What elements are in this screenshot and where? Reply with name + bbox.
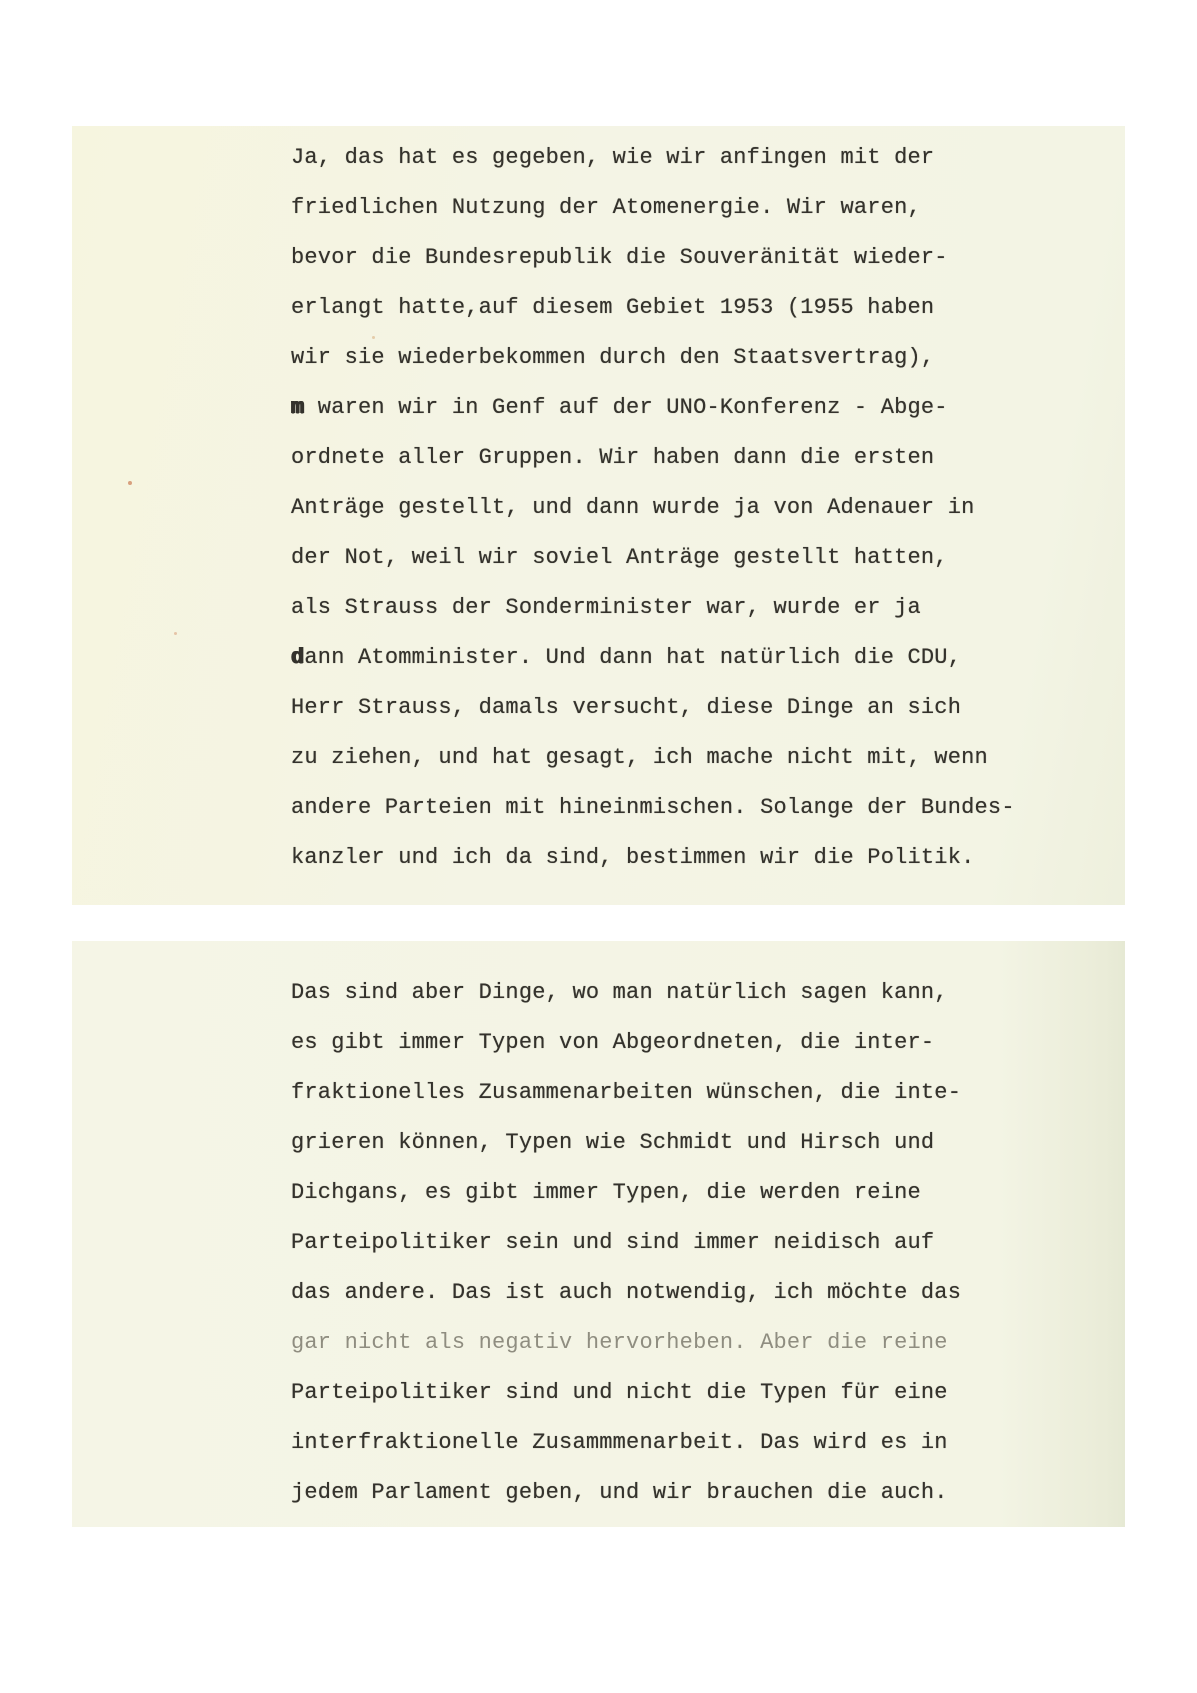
text-line: interfraktionelle Zusammmenarbeit. Das wird es in [291,1430,948,1455]
text-line: das andere. Das ist auch notwendig, ich möchte das [291,1280,962,1305]
text-line: Ja, das hat es gegeben, wie wir anfingen mit der [291,145,935,170]
text-line: Dichgans, es gibt immer Typen, die werden reine [291,1180,921,1205]
text-line: gar nicht als negativ hervorheben. Aber die reine [291,1330,948,1355]
text-line: wir sie wiederbekommen durch den Staatsvertrag), [291,345,935,370]
text-line: zu ziehen, und hat gesagt, ich mache nicht mit, wenn [291,745,988,770]
text-line: jedem Parlament geben, und wir brauchen die auch. [291,1480,948,1505]
text-line: bevor die Bundesrepublik die Souveränität wieder- [291,245,948,270]
text-line: andere Parteien mit hineinmischen. Solange der Bundes- [291,795,1015,820]
text-line: Herr Strauss, damals versucht, diese Dinge an sich [291,695,962,720]
scanned-page-1 [72,126,1125,905]
paper-speck [372,336,375,339]
text-line: es gibt immer Typen von Abgeordneten, die inter- [291,1030,935,1055]
text-line: grieren können, Typen wie Schmidt und Hirsch und [291,1130,935,1155]
overstruck-character: m [291,395,305,420]
text-line: fraktionelles Zusammenarbeiten wünschen, die inte- [291,1080,962,1105]
scanned-page-2 [72,941,1125,1527]
text-line: dann Atomminister. Und dann hat natürlich die CDU, [291,645,962,670]
text-line: Anträge gestellt, und dann wurde ja von Adenauer in [291,495,975,520]
page-1-text [72,126,1125,883]
text-line: erlangt hatte,auf diesem Gebiet 1953 (1955 haben [291,295,935,320]
paper-speck [174,632,177,635]
overstruck-character: d [291,645,305,670]
page-2-text [72,941,1125,1518]
paper-speck [128,481,132,485]
text-line: Das sind aber Dinge, wo man natürlich sagen kann, [291,980,948,1005]
text-line: Parteipolitiker sind und nicht die Typen für eine [291,1380,948,1405]
text-line: kanzler und ich da sind, bestimmen wir die Politik. [291,845,975,870]
text-line: ordnete aller Gruppen. Wir haben dann die ersten [291,445,935,470]
text-line: m waren wir in Genf auf der UNO-Konferenz - Abge- [291,395,948,420]
text-line: Parteipolitiker sein und sind immer neidisch auf [291,1230,935,1255]
text-line: der Not, weil wir soviel Anträge gestellt hatten, [291,545,948,570]
text-line: friedlichen Nutzung der Atomenergie. Wir waren, [291,195,921,220]
text-line: als Strauss der Sonderminister war, wurde er ja [291,595,921,620]
